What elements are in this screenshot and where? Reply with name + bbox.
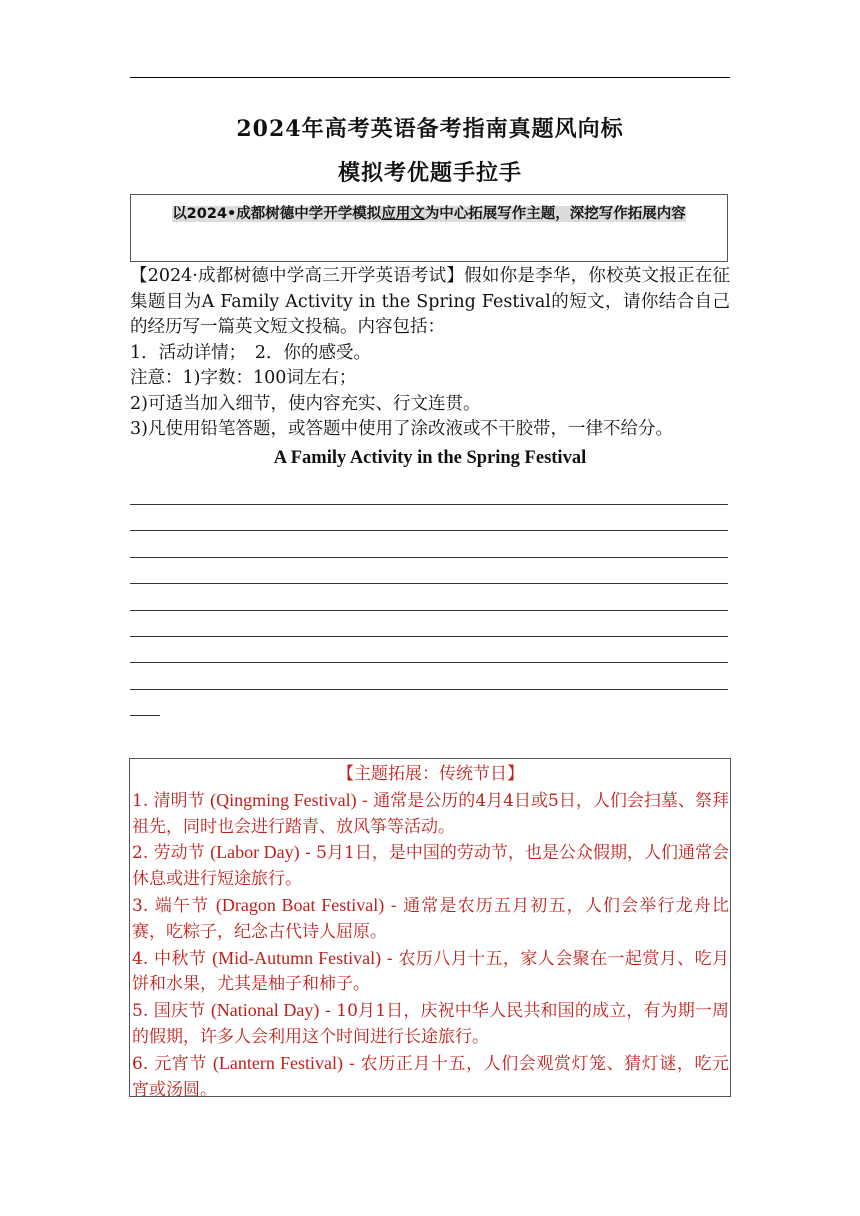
item-number: 1. (132, 790, 149, 811)
answer-lines (130, 504, 728, 716)
answer-line (130, 557, 728, 558)
festival-name-cn: 清明节 (153, 790, 205, 811)
festival-name-cn: 端午节 (154, 895, 210, 916)
festival-name-cn: 劳动节 (153, 843, 205, 864)
festival-item (132, 788, 729, 841)
festival-name-en: (Qingming Festival) (210, 789, 357, 810)
festival-name-cn: 中秋节 (154, 948, 207, 969)
note-3: 3)凡使用铅笔答题，或答题中使用了涂改液或不干胶带，一律不给分。 (130, 419, 673, 439)
answer-line-end (130, 715, 160, 716)
festival-item (132, 893, 729, 946)
extension-heading: 【主题拓展：传统节日】 (337, 764, 524, 784)
note-1: 注意：1)字数：100词左右； (130, 368, 357, 388)
festival-name-cn: 元宵节 (154, 1053, 207, 1074)
theme-suffix: 为中心拓展写作主题，深挖写作拓展内容 (424, 206, 686, 222)
festival-name-en: (Labor Day) (210, 842, 300, 863)
festival-item (132, 946, 729, 999)
theme-underlined: 应用文 (381, 206, 425, 222)
essay-title: A Family Activity in the Spring Festival (273, 448, 587, 468)
festival-desc: - 通常是农历五月初五，人们会举行龙舟比赛，吃粽子，纪念古代诗人屈原。 (132, 895, 730, 942)
festival-desc: - 通常是公历的4月4日或5日，人们会扫墓、祭拜祖先，同时也会进行踏青、放风筝等活动。 (132, 790, 729, 837)
festival-item (132, 840, 729, 893)
question-body (130, 264, 730, 443)
answer-line (130, 636, 728, 637)
festival-name-en: (National Day) (210, 1000, 320, 1021)
item-number: 4. (132, 948, 149, 969)
festival-desc: - 农历八月十五，家人会聚在一起赏月、吃月饼和水果，尤其是柚子和柿子。 (132, 948, 729, 995)
festival-item (132, 1051, 729, 1104)
theme-prefix: 以2024•成都树德中学开学模拟 (172, 206, 382, 222)
answer-line (130, 504, 728, 505)
festival-item (132, 998, 729, 1051)
item-number: 5. (132, 1001, 149, 1022)
festival-name-cn: 国庆节 (153, 1001, 206, 1022)
answer-line (130, 583, 728, 584)
question-paragraph: 【2024·成都树德中学高三开学英语考试】假如你是李华，你校英文报正在征集题目为A Family Activity in the Spring Festival的短文，请你结合自己的经历写一篇英文短文投稿。内容包括： (130, 266, 730, 337)
item-number: 6. (132, 1053, 149, 1074)
note-2: 2)可适当加入细节，使内容充实、行文连贯。 (130, 393, 481, 414)
answer-line (130, 689, 728, 690)
answer-line (130, 662, 728, 663)
festival-name-en: (Dragon Boat Festival) (215, 894, 385, 915)
item-number: 3. (132, 895, 149, 916)
extension-box (129, 758, 731, 1100)
theme-box (130, 194, 728, 262)
festival-name-en: (Mid-Autumn Festival) (212, 947, 382, 968)
festival-name-en: (Lantern Festival) (212, 1052, 343, 1073)
festival-desc: - 农历正月十五，人们会观赏灯笼、猜灯谜，吃元宵或汤圆。 (132, 1053, 730, 1100)
answer-line (130, 610, 728, 611)
festival-desc: - 5月1日，是中国的劳动节，也是公众假期，人们通常会休息或进行短途旅行。 (132, 843, 730, 890)
answer-line (130, 530, 728, 531)
page-title: 2024年高考英语备考指南真题风向标 (236, 116, 624, 142)
top-rule (130, 77, 730, 78)
festival-desc: - 10月1日，庆祝中华人民共和国的成立，有为期一周的假期，许多人会利用这个时间进行长途旅行。 (132, 1001, 730, 1047)
question-points: 1．活动详情； 2．你的感受。 (130, 342, 372, 363)
item-number: 2. (132, 843, 149, 864)
page-subtitle: 模拟考优题手拉手 (337, 160, 522, 186)
